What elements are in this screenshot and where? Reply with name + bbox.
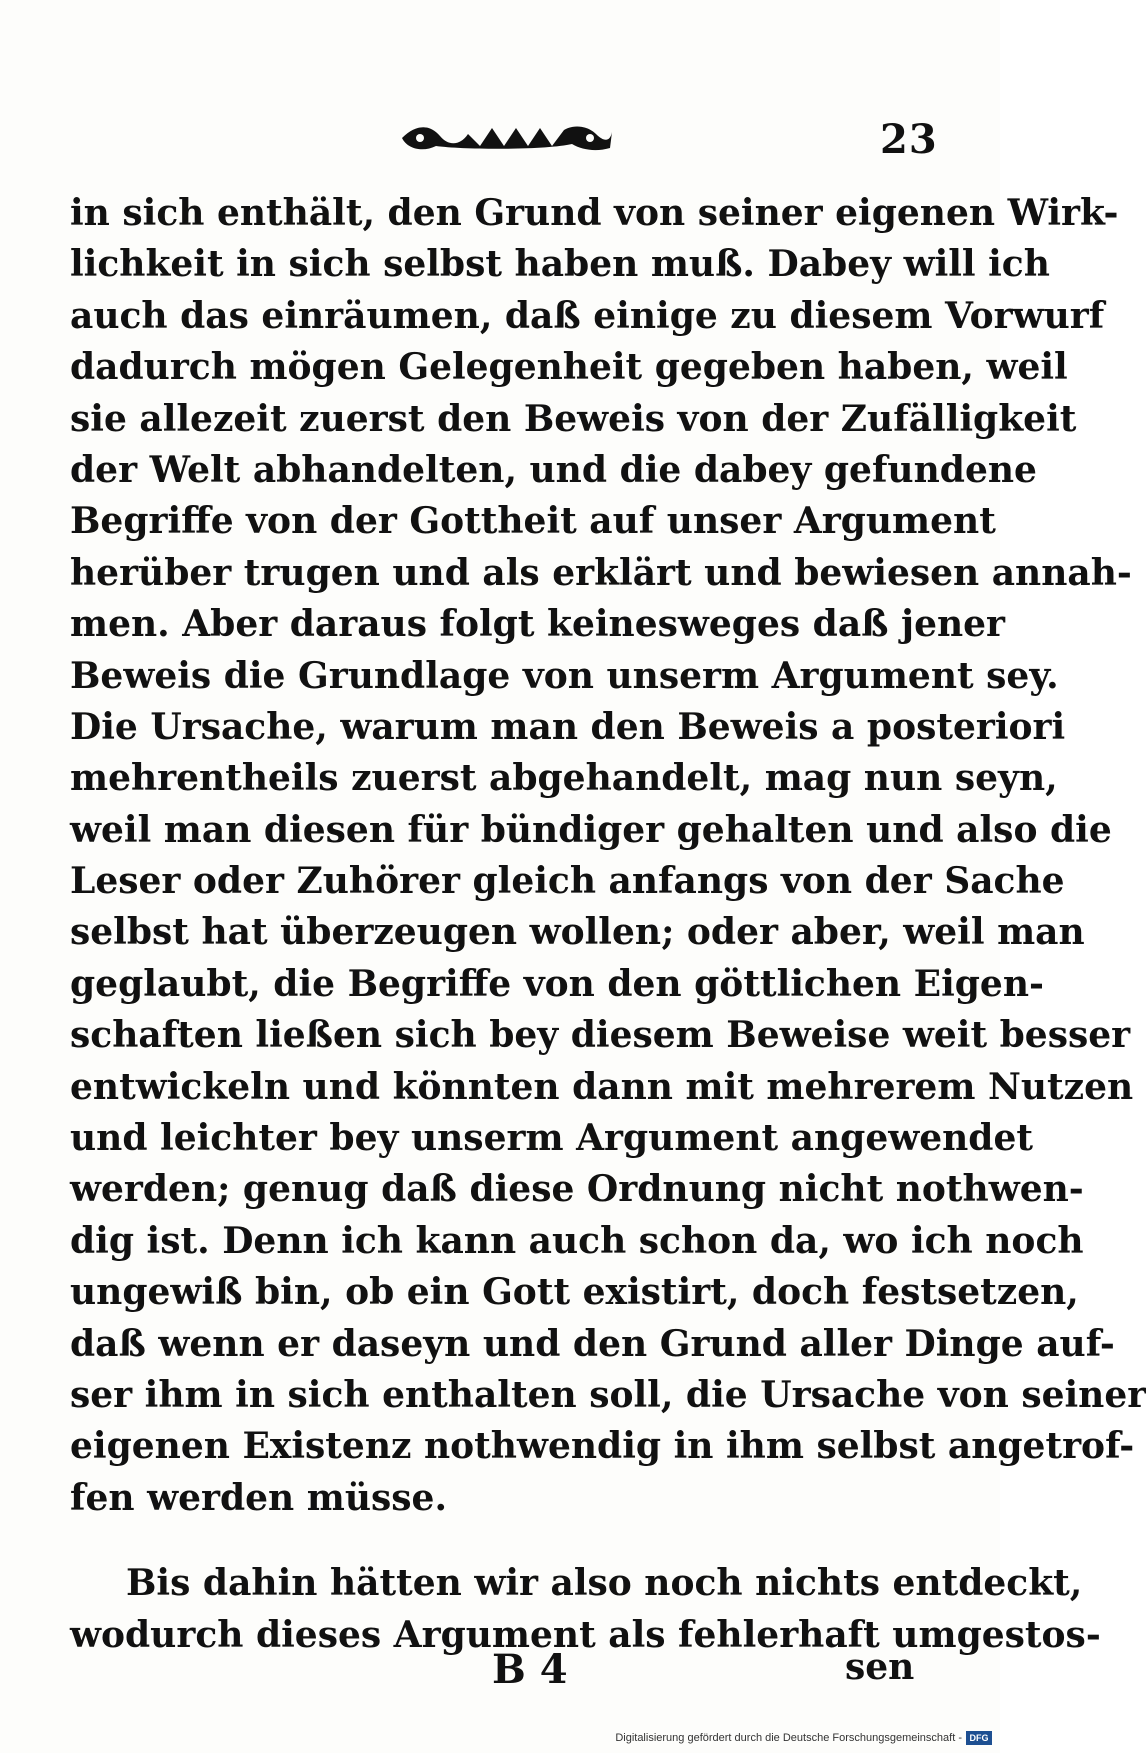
text-line: dig ist. Denn ich kann auch schon da, wo ich noch bbox=[70, 1219, 1084, 1262]
text-line: der Welt abhandelten, und die dabey gefundene bbox=[70, 448, 1037, 491]
paragraph-gap bbox=[70, 1524, 925, 1558]
text-line: in sich enthält, den Grund von seiner eigenen Wirk- bbox=[70, 192, 1119, 234]
text-line: Bis dahin hätten wir also noch nichts entdeckt, bbox=[126, 1562, 1083, 1605]
text-line: dadurch mögen Gelegenheit gegeben haben, weil bbox=[70, 346, 1068, 389]
page-number: 23 bbox=[880, 116, 938, 163]
text-line: fen werden müsse. bbox=[70, 1476, 447, 1519]
text-line: und leichter bey unserm Argument angewendet bbox=[70, 1117, 1033, 1160]
text-line: mehrentheils zuerst abgehandelt, mag nun seyn, bbox=[70, 757, 1058, 800]
page-footer bbox=[0, 1640, 1000, 1700]
dfg-logo-icon: DFG bbox=[966, 1731, 992, 1745]
signature-mark: B 4 bbox=[492, 1646, 568, 1693]
text-line: lichkeit in sich selbst haben muß. Dabey will ich bbox=[70, 243, 1050, 286]
text-line: weil man diesen für bündiger gehalten und also die bbox=[70, 808, 1112, 851]
text-line: Begriffe von der Gottheit auf unser Argument bbox=[70, 500, 996, 543]
text-line: auch das einräumen, daß einige zu diesem Vorwurf bbox=[70, 294, 1105, 337]
text-line: Leser oder Zuhörer gleich anfangs von der Sache bbox=[70, 860, 1065, 903]
credit-text: Digitalisierung gefördert durch die Deutsche Forschungsgemeinschaft - bbox=[615, 1732, 962, 1744]
text-line: men. Aber daraus folgt keinesweges daß jener bbox=[70, 603, 1006, 646]
text-line: entwickeln und könnten dann mit mehrerem Nutzen bbox=[70, 1065, 1134, 1108]
text-line: ser ihm in sich enthalten soll, die Ursache von seiner bbox=[70, 1373, 1146, 1416]
text-line: Die Ursache, warum man den Beweis a posteriori bbox=[70, 705, 1066, 748]
ornament-icon bbox=[396, 120, 616, 154]
text-line: herüber trugen und als erklärt und bewiesen annah- bbox=[70, 551, 1132, 594]
text-line: schaften ließen sich bey diesem Beweise weit besser bbox=[70, 1014, 1131, 1057]
main-text bbox=[70, 188, 1146, 1661]
catchword: sen bbox=[845, 1646, 915, 1688]
text-line: ungewiß bin, ob ein Gott existirt, doch festsetzen, bbox=[70, 1271, 1079, 1314]
digitization-credit bbox=[615, 1729, 992, 1747]
text-line: daß wenn er daseyn und den Grund aller Dinge auf- bbox=[70, 1322, 1115, 1365]
text-line: Beweis die Grundlage von unserm Argument sey. bbox=[70, 654, 1059, 697]
text-line: werden; genug daß diese Ordnung nicht nothwen- bbox=[70, 1168, 1084, 1211]
page-header bbox=[0, 112, 1000, 162]
text-line: geglaubt, die Begriffe von den göttlichen Eigen- bbox=[70, 962, 1044, 1005]
text-line: wodurch dieses Argument als fehlerhaft umgestos- bbox=[70, 1613, 1101, 1656]
text-line: eigenen Existenz nothwendig in ihm selbst angetrof- bbox=[70, 1425, 1135, 1468]
paragraph-1 bbox=[70, 188, 1146, 1524]
text-line: selbst hat überzeugen wollen; oder aber, weil man bbox=[70, 911, 1085, 954]
text-line: sie allezeit zuerst den Beweis von der Zufälligkeit bbox=[70, 397, 1077, 440]
